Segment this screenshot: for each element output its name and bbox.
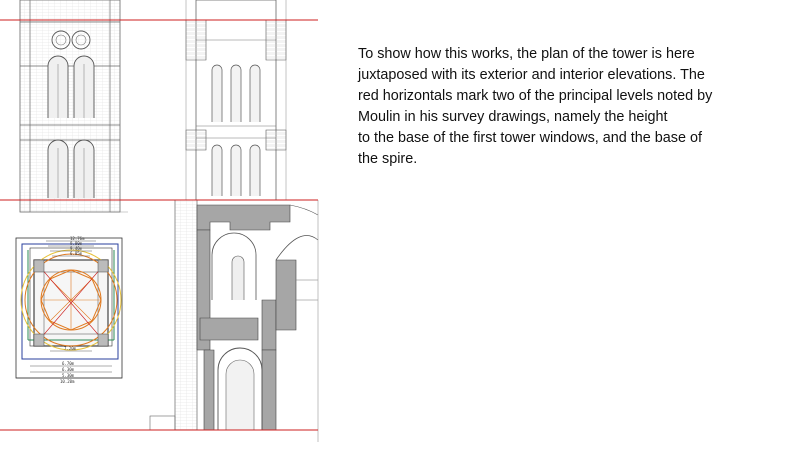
plan-dim-label: 6.85m: [70, 251, 83, 256]
exterior-elevation: [0, 0, 128, 212]
interior-section: [150, 200, 318, 442]
interior-elevation-upper: [186, 0, 286, 200]
plan-dim-label: 6.70m: [62, 361, 75, 366]
plan-dim-label: 7.20m: [64, 346, 77, 351]
tower-plan: [16, 236, 122, 384]
plan-dim-label: 9.40m: [70, 246, 83, 251]
tower-drawings-figure: [0, 0, 330, 450]
plan-dim-label: 12.76m: [70, 236, 85, 241]
caption-text-block: [358, 44, 728, 170]
caption-paragraph: To show how this works, the plan of the tower is here juxtaposed with its exterior and interior elevations. The red horizontals mark two of the principal levels noted by Moulin in his survey drawings, namely the height to the base of the first tower windows, and the base of the spire.: [358, 46, 713, 167]
plan-dim-label: 6.30m: [62, 367, 75, 372]
plan-dim-label: 9.80m: [70, 241, 83, 246]
plan-dim-label: 5.30m: [62, 373, 75, 378]
plan-dim-label: 10.20m: [60, 379, 75, 384]
